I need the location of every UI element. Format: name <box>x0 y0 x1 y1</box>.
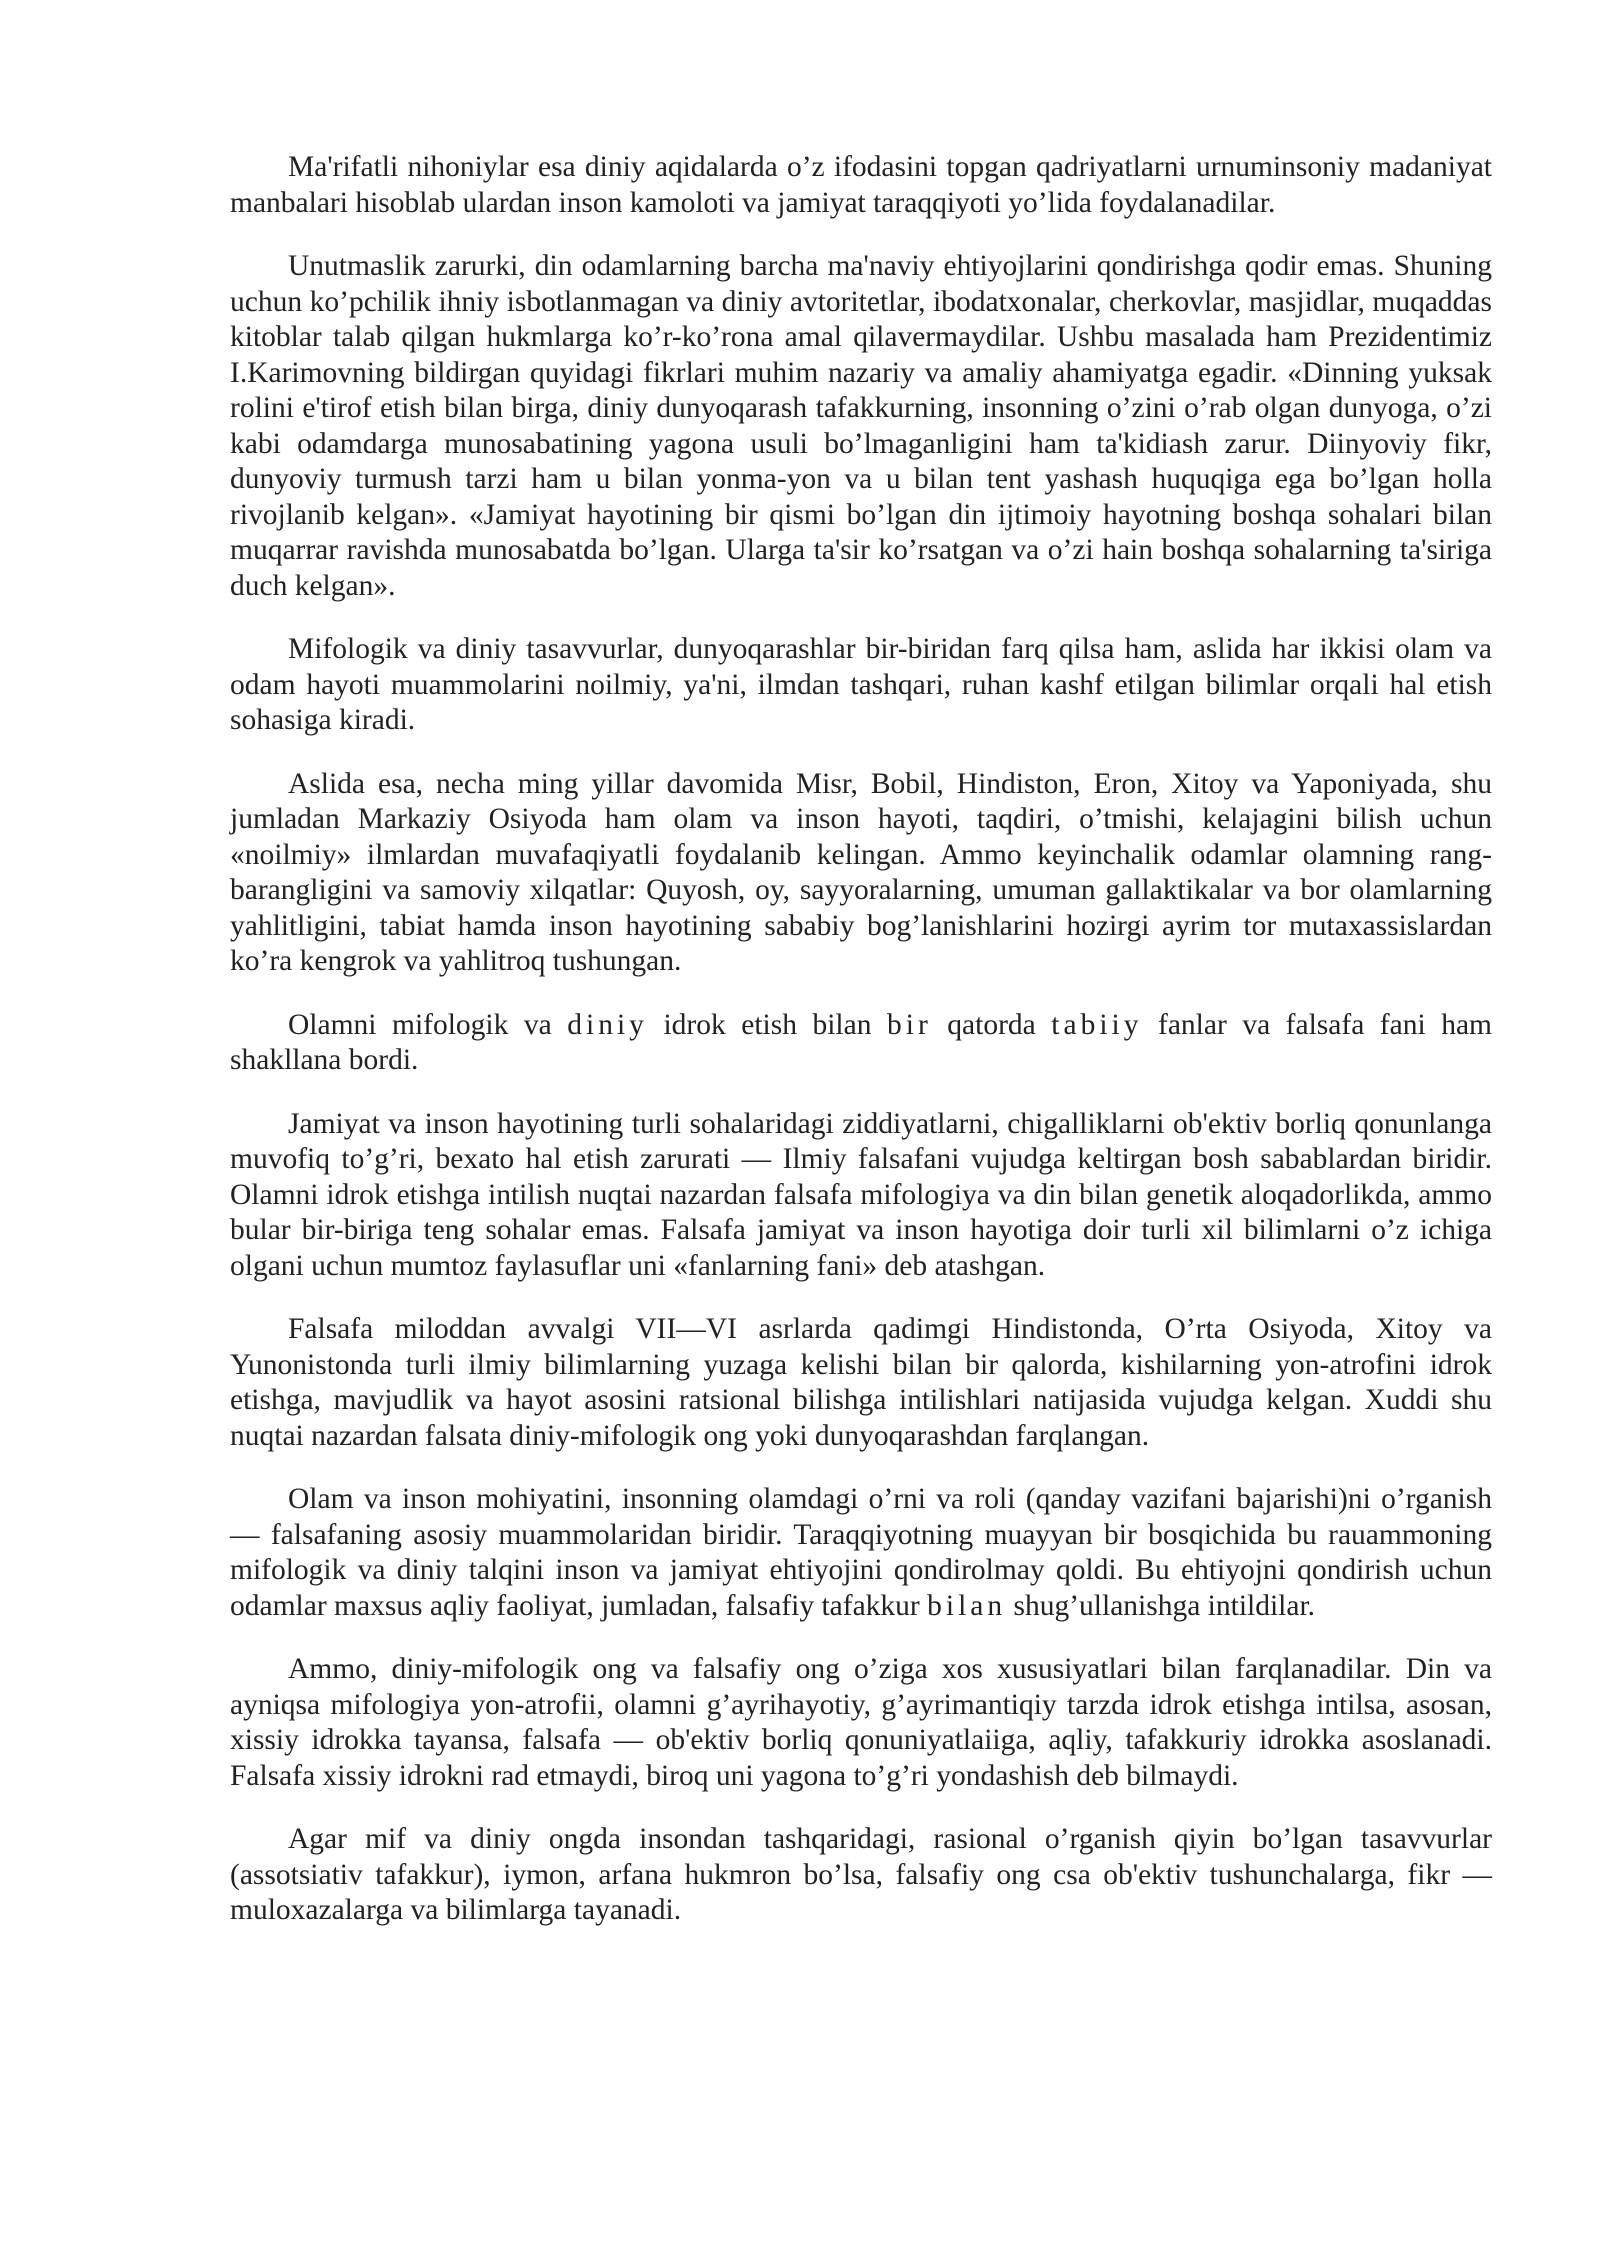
paragraph-4: Aslida esa, necha ming yillar davomida Misr, Bobil, Hindiston, Eron, Xitoy va Yaponiyada, shu jumladan Markaziy Osiyoda ham olam va inson hayoti, taqdiri, o’tmishi, kelajagini bilish uchun «noilmiy» ilmlardan muvafaqiyatli foydalanib kelingan. Ammo keyinchalik odamlar olamning rang-barangligini va samoviy xilqatlar: Quyosh, oy, sayyoralarning, umuman gallaktikalar va bor olamlarning yahlitligini, tabiat hamda inson hayotining sababiy bog’lanishlarini hozirgi ayrim tor mutaxassislardan ko’ra kengrok va yahlitroq tushungan. <box>230 767 1492 977</box>
paragraph-3: Mifologik va diniy tasavvurlar, dunyoqarashlar bir-biridan farq qilsa ham, aslida har ikkisi olam va odam hayoti muammolarini noilmiy, ya'ni, ilmdan tashqari, ruhan kashf etilgan bilimlar orqali hal etish sohasiga kiradi. <box>230 633 1492 736</box>
paragraph-7: Falsafa miloddan avvalgi VII—VI asrlarda qadimgi Hindistonda, O’rta Osiyoda, Xitoy va Yunonistonda turli ilmiy bilimlarning yuzaga kelishi bilan bir qalorda, kishilarning yon-atrofini idrok etishga, mavjudlik va hayot asosini ratsional bilishga intilishlari natijasida vujudga kelgan. Xuddi shu nuqtai nazardan falsata diniy-mifologik ong yoki dunyoqarashdan farqlangan. <box>230 1313 1492 1452</box>
paragraph-5-text-4: fanlar va falsafa fani ham shakllana bordi. <box>230 1008 1492 1076</box>
spaced-word-diniy: diniy <box>567 1008 648 1041</box>
spaced-word-bir: bir <box>887 1008 932 1041</box>
paragraph-8-text-1: Olam va inson mohiyatini, insonning olamdagi o’rni va roli (qanday vazifani bajarishi)ni o’rganish — falsafaning asosiy muammolaridan biridir. Taraqqiyotning muayyan bir bosqichida bu rauammoning mifologik va diniy talqini inson va jamiyat ehtiyojini qondirolmay qoldi. Bu ehtiyojni qondirish uchun odamlar maxsus aqliy faoliyat, jumladan, falsafiy tafakkur <box>230 1483 1492 1622</box>
document-page <box>230 150 1492 1957</box>
paragraph-5-text-2: idrok etish bilan <box>647 1008 887 1041</box>
paragraph-5 <box>230 1008 1492 1079</box>
paragraph-8 <box>230 1482 1492 1624</box>
spaced-word-tabiiy: tabiiy <box>1051 1008 1143 1041</box>
paragraph-2: Unutmaslik zarurki, din odamlarning barcha ma'naviy ehtiyojlarini qondirishga qodir emas. Shuning uchun ko’pchilik ihniy isbotlanmagan va diniy avtoritetlar, ibodatxonalar, cherkovlar, masjidlar, muqaddas kitoblar talab qilgan hukmlarga ko’r-ko’rona amal qilavermaydilar. Ushbu masalada ham Prezidentimiz I.Karimovning bildirgan quyidagi fikrlari muhim nazariy va amaliy ahamiyatga egadir. «Dinning yuksak rolini e'tirof etish bilan birga, diniy dunyoqarash tafakkurning, insonning o’zini o’rab olgan dunyoga, o’zi kabi odamdarga munosabatining yagona usuli bo’lmaganligini ham ta'kidiash zarur. Diinyoviy fikr, dunyoviy turmush tarzi ham u bilan yonma-yon va u bilan tent yashash huquqiga ega bo’lgan holla rivojlanib kelgan». «Jamiyat hayotining bir qismi bo’lgan din ijtimoiy hayotning boshqa sohalari bilan muqarrar ravishda munosabatda bo’lgan. Ularga ta'sir ko’rsatgan va o’zi hain boshqa sohalarning ta'siriga duch kelgan». <box>230 250 1492 602</box>
paragraph-9: Ammo, diniy-mifologik ong va falsafiy ong o’ziga xos xususiyatlari bilan farqlanadilar. Din va ayniqsa mifologiya yon-atrofii, olamni g’ayrihayotiy, g’ayrimantiqiy tarzda idrok etishga intilsa, asosan, xissiy idrokka tayansa, falsafa — ob'ektiv borliq qonuniyatlaiiga, aqliy, tafakkuriy idrokka asoslanadi. Falsafa xissiy idrokni rad etmaydi, biroq uni yagona to’g’ri yondashish deb bilmaydi. <box>230 1653 1492 1792</box>
paragraph-8-text-2: shug’ullanishga intildilar. <box>1006 1589 1316 1622</box>
paragraph-5-text-1: Olamni mifologik va <box>288 1008 568 1041</box>
paragraph-5-text-3: qatorda <box>931 1008 1052 1041</box>
paragraph-10: Agar mif va diniy ongda insondan tashqaridagi, rasional o’rganish qiyin bo’lgan tasavvurlar (assotsiativ tafakkur), iymon, arfana hukmron bo’lsa, falsafiy ong csa ob'ektiv tushunchalarga, fikr — muloxazalarga va bilimlarga tayanadi. <box>230 1823 1492 1926</box>
paragraph-6: Jamiyat va inson hayotining turli sohalaridagi ziddiyatlarni, chigalliklarni ob'ektiv borliq qonunlanga muvofiq to’g’ri, bexato hal etish zarurati — Ilmiy falsafani vujudga keltirgan bosh sabablardan biridir. Olamni idrok etishga intilish nuqtai nazardan falsafa mifologiya va din bilan genetik aloqadorlikda, ammo bular bir-biriga teng sohalar emas. Falsafa jamiyat va inson hayotiga doir turli xil bilimlarni o’z ichiga olgani uchun mumtoz faylasuflar uni «fanlarning fani» deb atashgan. <box>230 1107 1492 1282</box>
spaced-word-bilan: bilan <box>927 1589 1007 1622</box>
paragraph-1: Ma'rifatli nihoniylar esa diniy aqidalarda o’z ifodasini topgan qadriyatlarni urnuminsoniy madaniyat manbalari hisoblab ulardan inson kamoloti va jamiyat taraqqiyoti yo’lida foydalanadilar. <box>230 151 1492 219</box>
